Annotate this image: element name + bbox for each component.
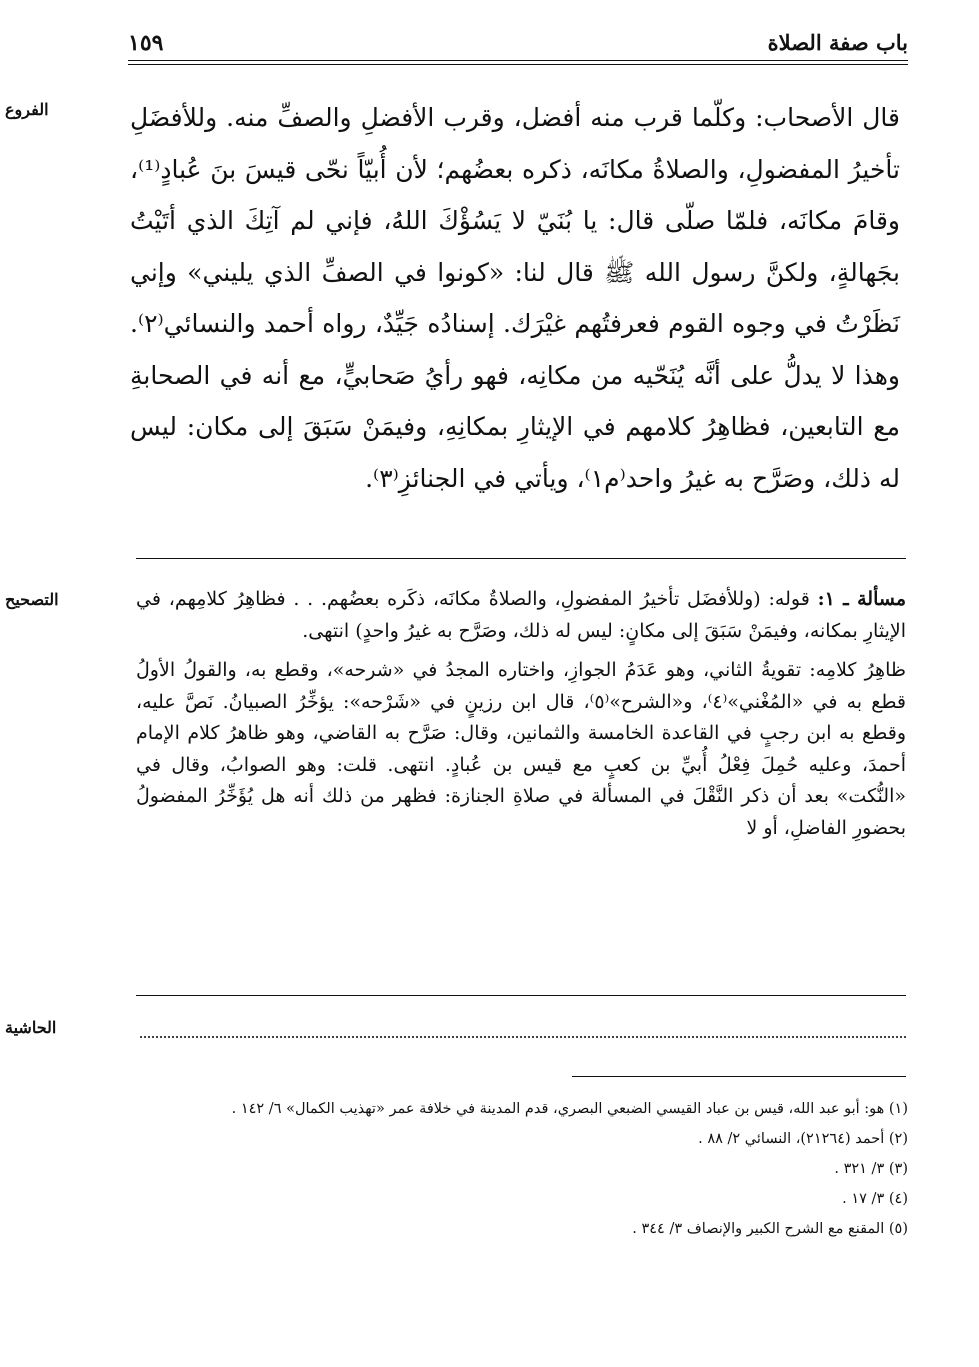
tashih-paragraph-1: [136, 584, 906, 647]
footnote: (٥) المقنع مع الشرح الكبير والإنصاف ٣/ ٣٤٤ .: [632, 1221, 908, 1237]
issue-heading: مسألة ـ ١:: [817, 588, 906, 610]
label-hashiya: الحاشية: [5, 1018, 57, 1037]
page-header: [128, 30, 908, 62]
hashiya-dotted-line: [140, 1036, 906, 1038]
footnote: (٢) أحمد (٢١٢٦٤)، النسائي ٢/ ٨٨ .: [698, 1131, 908, 1147]
footnote: (٣) ٣/ ٣٢١ .: [834, 1161, 908, 1177]
footnote-rule: [572, 1076, 906, 1077]
furu-paragraph: قال الأصحاب: وكلّما قرب منه أفضل، وقرب الأفضلِ والصفِّ منه. وللأفضَلِ تأخيرُ المفضولِ، والصلاةُ مكانَه، ذكره بعضُهم؛ لأن أُبيّاً نحّى قيسَ بنَ عُبادٍ⁽¹⁾، وقامَ مكانَه، فلمّا صلّى قال: يا بُنَيّ لا يَسُؤْكَ اللهُ، فإني لم آتِكَ الذي أتَيْتُ بجَهالةٍ، ولكنَّ رسول الله ﷺ قال لنا: «كونوا في الصفِّ الذي يليني» وإني نَظَرْتُ في وجوه القوم فعرفتُهم غيْرَك. إسنادُه جَيِّدٌ، رواه أحمد والنسائي⁽٢⁾. وهذا لا يدلُّ على أنَّه يُنَحّيه من مكانِه، فهو رأيُ صَحابيٍّ، مع أنه في الصحابةِ مع التابعين، فظاهِرُ كلامهم في الإيثارِ بمكانِهِ، وفيمَنْ سَبَقَ إلى مكان: ليس له ذلك، وصَرَّح به غيرُ واحد⁽م١⁾، ويأتي في الجنائزِ⁽٣⁾.: [130, 103, 900, 493]
chapter-title: باب صفة الصلاة: [767, 30, 908, 55]
issue-quote: قوله: (وللأفضَل تأخيرُ المفضولِ، والصلاةُ مكانَه، ذكَره بعضُهم. . . فظاهِرُ كلامِهم، في الإيثارِ بمكانه، وفيمَنْ سَبَقَ إلى مكانٍ: ليس له ذلك، وصَرَّح به غيرُ واحدٍ) انتهى.: [136, 588, 906, 642]
tashih-paragraph-2: ظاهِرُ كلامِه: تقويةُ الثاني، وهو عَدَمُ الجوازِ، واختاره المجدُ في «شرحه»، وقطع به، والقولُ الأولُ قطع به في «المُغْني»⁽٤⁾، و«الشرح»⁽٥⁾، قال ابن رزينٍ في «شَرْحه»: يؤخِّرُ الصبيانُ. نَصَّ عليه، وقطع به ابن رجبٍ في القاعدة الخامسة والثمانين، وقال: صَرَّح به القاضي، وهو ظاهرُ كلام الإمام أحمدَ، وعليه حُمِلَ فِعْلُ أُبيِّ بن كعبٍ مع قيس بن عُبادٍ. انتهى. قلت: وهو الصوابُ، وقال في «النُّكت» بعد أن ذكر النَّقْلَ في المسألة في صلاةِ الجنازة: فظهر من ذلك أنه هل يُؤَخِّرُ المفضولُ بحضورِ الفاضلِ، أو لا: [136, 659, 906, 839]
label-tashih: التصحيح: [5, 590, 59, 609]
header-rule: [128, 60, 908, 65]
section-divider: [136, 558, 906, 559]
furu-text: [130, 92, 900, 504]
section-divider-2: [136, 995, 906, 996]
footnote: (١) هو: أبو عبد الله، قيس بن عباد القيسي الضبعي البصري، قدم المدينة في خلافة عمر «تهذيب الكمال» ٦/ ١٤٢ .: [231, 1101, 908, 1117]
tashih-text: [136, 584, 906, 852]
footnotes: [130, 1094, 908, 1244]
footnote: (٤) ٣/ ١٧ .: [842, 1191, 908, 1207]
label-furu: الفروع: [5, 100, 49, 119]
page-number: ١٥٩: [128, 30, 164, 56]
